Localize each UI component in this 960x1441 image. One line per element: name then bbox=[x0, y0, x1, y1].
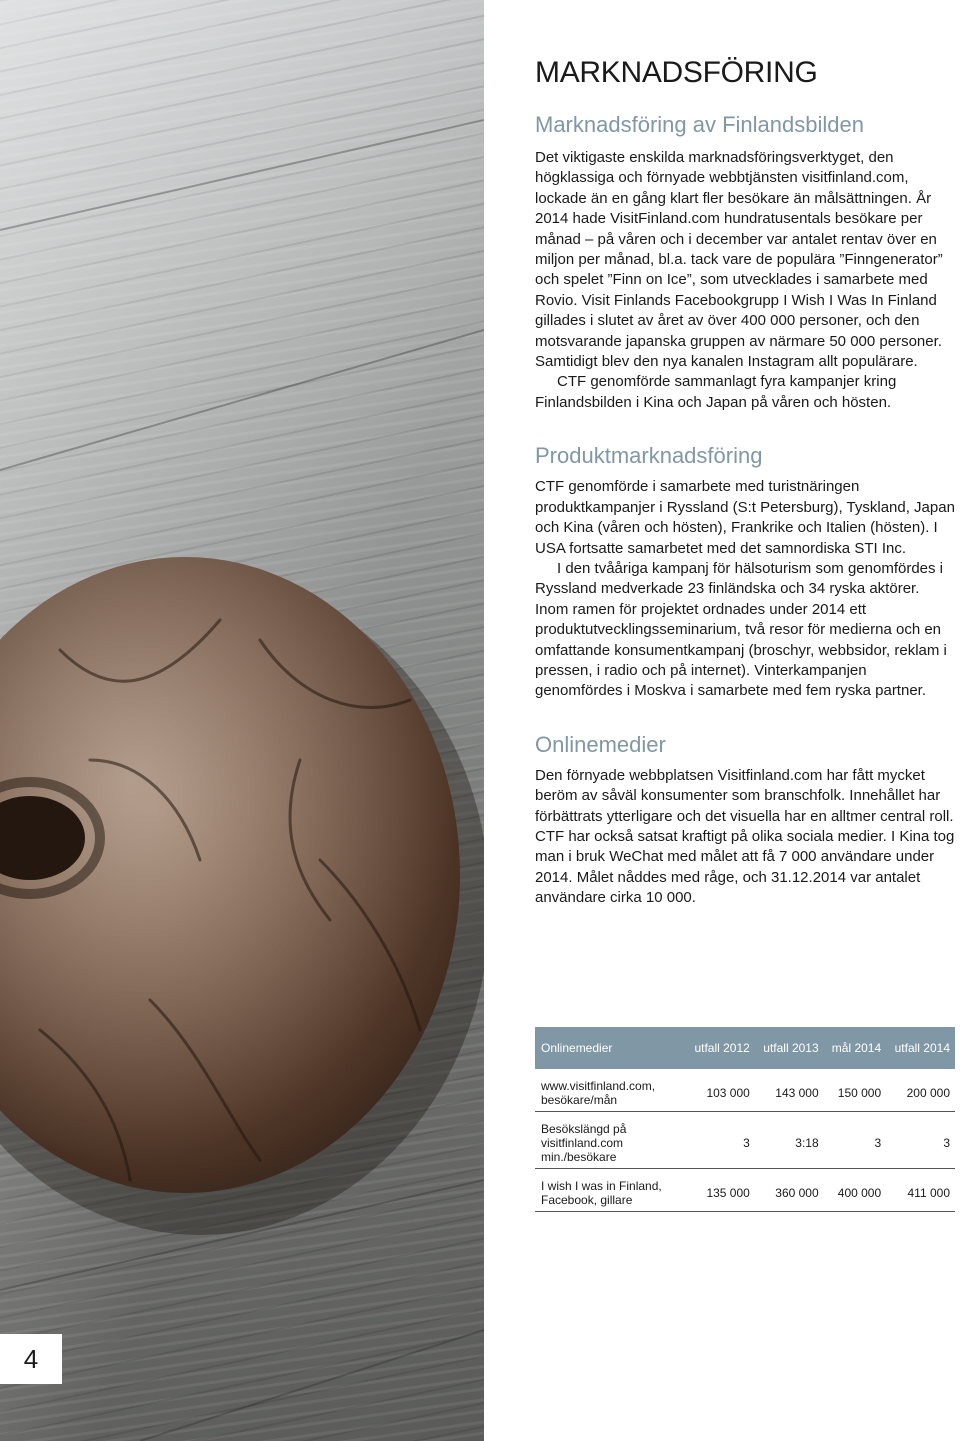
table-row-label: www.visitfinland.com, besökare/mån bbox=[535, 1075, 686, 1112]
table-cell: 135 000 bbox=[686, 1175, 755, 1212]
section-paragraph: Den förnyade webbplatsen Visitfinland.com har fått mycket beröm av såväl konsumenter som branschfolk. Innehållet har förbättrats ytterligare och det visuella har en alltmer central roll. CTF har också satsat kraftigt på olika sociala medier. I Kina tog man i bruk WeChat med målet att få 7 000 användare under 2014. Målet nåddes med råge, och 31.12.2014 var antalet användare cirka 10 000. bbox=[535, 766, 955, 907]
article bbox=[535, 56, 955, 909]
table-cell: 3:18 bbox=[755, 1118, 824, 1169]
table-cell: 150 000 bbox=[824, 1075, 887, 1112]
table-row-label: I wish I was in Finland, Facebook, gillare bbox=[535, 1175, 686, 1212]
section-paragraph: CTF genomförde i samarbete med turistnäringen produktkampanjer i Ryssland (S:t Petersburg), Tyskland, Japan och Kina (våren och hösten), Frankrike och Italien (hösten). I USA fortsatte samarbetet med det samnordiska STI Inc. bbox=[535, 478, 955, 557]
section-paragraph: I den tvååriga kampanj för hälsoturism som genomfördes i Ryssland medverkade 23 finländska och 34 ryska aktörer. Inom ramen för projektet ordnades under 2014 ett produktutvecklingsseminarium, två resor för medierna och en omfattande konsumentkampanj (broschyr, webbsidor, reklam i pressen, i radio och på internet). Vinterkampanjen genomfördes i Moskva i samarbete med fem ryska partner. bbox=[535, 559, 947, 700]
table-cell: 103 000 bbox=[686, 1075, 755, 1112]
table-header-cell: utfall 2012 bbox=[686, 1027, 755, 1069]
page-title: MARKNADSFÖRING bbox=[535, 56, 818, 89]
table-cell: 3 bbox=[824, 1118, 887, 1169]
table-cell: 3 bbox=[886, 1118, 955, 1169]
table-header-cell: utfall 2014 bbox=[886, 1027, 955, 1069]
table-row bbox=[535, 1175, 955, 1212]
table-header-cell: Onlinemedier bbox=[535, 1027, 686, 1069]
table-header-cell: mål 2014 bbox=[824, 1027, 887, 1069]
table-header-row bbox=[535, 1027, 955, 1069]
table-cell: 400 000 bbox=[824, 1175, 887, 1212]
table-cell: 143 000 bbox=[755, 1075, 824, 1112]
section-heading-onlinemedier: Onlinemedier bbox=[535, 731, 666, 757]
table-cell: 411 000 bbox=[886, 1175, 955, 1212]
table-cell: 360 000 bbox=[755, 1175, 824, 1212]
table-cell: 3 bbox=[686, 1118, 755, 1169]
section-paragraph: CTF genomförde sammanlagt fyra kampanjer kring Finlandsbilden i Kina och Japan på våren och hösten. bbox=[535, 373, 897, 411]
section-heading-finlandsbilden: Marknadsföring av Finlandsbilden bbox=[535, 112, 864, 137]
table-row bbox=[535, 1118, 955, 1169]
section-paragraph: Det viktigaste enskilda marknadsföringsverktyget, den högklassiga och förnyade webbtjänsten visitfinland.com, lockade än en gång klart fler besökare än målsättningen. År 2014 hade VisitFinland.com hundratusentals besökare per månad – på våren och i december var antalet rentav över en miljon per månad, bl.a. tack vare de populära ”Finngenerator” och spelet ”Finn on Ice”, som utvecklades i samarbete med Rovio. Visit Finlands Facebookgrupp I Wish I Was In Finland gillades i slutet av året av över 400 000 personer, och den motsvarande japanska gruppen av närmare 50 000 personer. Samtidigt blev den nya kanalen Instagram allt populärare. bbox=[535, 149, 943, 371]
section-heading-produktmarknadsforing: Produktmarknadsföring bbox=[535, 443, 763, 469]
table-cell: 200 000 bbox=[886, 1075, 955, 1112]
page-number: 4 bbox=[0, 1334, 62, 1384]
table-header-cell: utfall 2013 bbox=[755, 1027, 824, 1069]
table-row-label: Besökslängd på visitfinland.com min./besökare bbox=[535, 1118, 686, 1169]
onlinemedier-table bbox=[535, 1027, 955, 1212]
table-row bbox=[535, 1075, 955, 1112]
